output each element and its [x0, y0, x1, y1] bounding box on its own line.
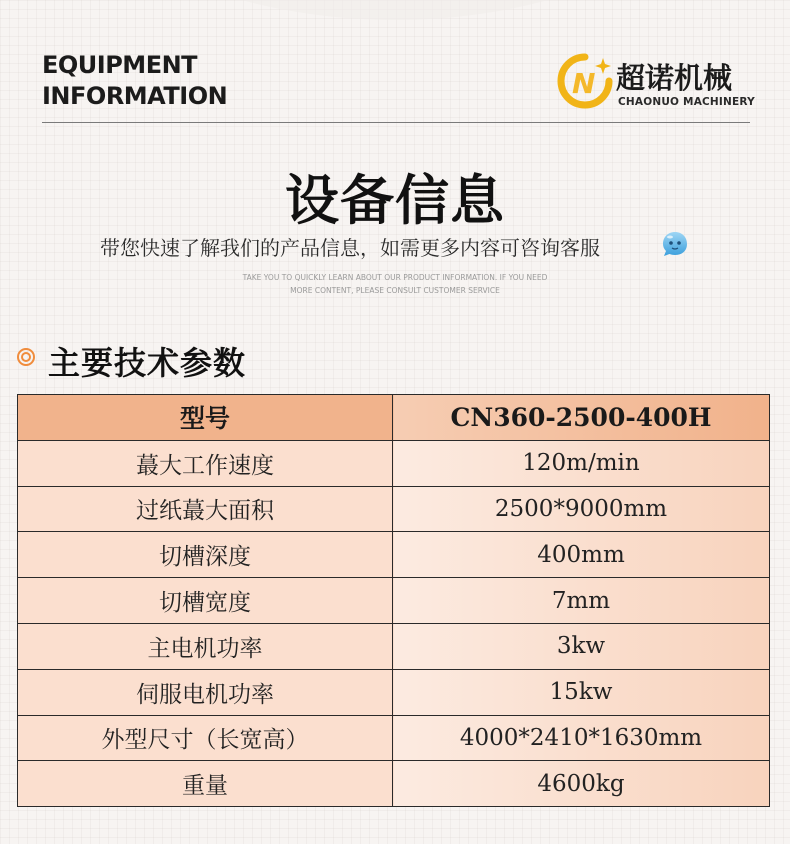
spec-label: 切槽深度 [18, 532, 393, 578]
spec-label: 外型尺寸（长宽高） [18, 715, 393, 761]
spec-value: 2500*9000mm [393, 486, 770, 532]
spec-value: 120m/min [393, 440, 770, 486]
spec-row [18, 715, 770, 761]
spec-label: 切槽宽度 [18, 578, 393, 624]
header-english-title [42, 50, 227, 112]
spec-row [18, 532, 770, 578]
spec-table [17, 394, 770, 807]
logo-chinese-name: 超诺机械 [616, 61, 733, 95]
brand-logo [556, 52, 756, 112]
spec-row [18, 440, 770, 486]
spec-label: 重量 [18, 761, 393, 807]
spec-table-header [18, 395, 770, 441]
english-description-line-1: TAKE YOU TO QUICKLY LEARN ABOUT OUR PRODUCT INFORMATION. IF YOU NEED [242, 273, 548, 282]
spec-row [18, 669, 770, 715]
top-decorative-arc [0, 0, 790, 20]
section-title: 主要技术参数 [48, 344, 247, 382]
spec-value: 4600kg [393, 761, 770, 807]
spec-value: 400mm [393, 532, 770, 578]
chat-bubble-icon [660, 229, 690, 259]
spec-header-value: CN360-2500-400H [393, 395, 770, 441]
spec-row [18, 578, 770, 624]
target-circle-icon [16, 347, 36, 367]
header-line-2: INFORMATION [42, 82, 228, 110]
spec-label: 过纸蕞大面积 [18, 486, 393, 532]
spec-value: 4000*2410*1630mm [393, 715, 770, 761]
logo-emblem-icon [556, 52, 614, 110]
spec-label: 伺服电机功率 [18, 669, 393, 715]
page-title: 设备信息 [285, 169, 505, 232]
spec-label: 蕞大工作速度 [18, 440, 393, 486]
spec-header-label: 型号 [18, 395, 393, 441]
spec-row [18, 623, 770, 669]
spec-row [18, 486, 770, 532]
spec-value: 15kw [393, 669, 770, 715]
header-divider [42, 122, 750, 123]
spec-value: 3kw [393, 623, 770, 669]
english-description-line-2: MORE CONTENT, PLEASE CONSULT CUSTOMER SERVICE [290, 286, 500, 295]
spec-value: 7mm [393, 578, 770, 624]
spec-label: 主电机功率 [18, 623, 393, 669]
spec-row [18, 761, 770, 807]
logo-english-name: CHAONUO MACHINERY [618, 96, 755, 108]
header-line-1: EQUIPMENT [42, 51, 198, 79]
page-subtitle: 带您快速了解我们的产品信息，如需更多内容可咨询客服 [100, 236, 600, 260]
svg-text:N: N [572, 67, 596, 100]
